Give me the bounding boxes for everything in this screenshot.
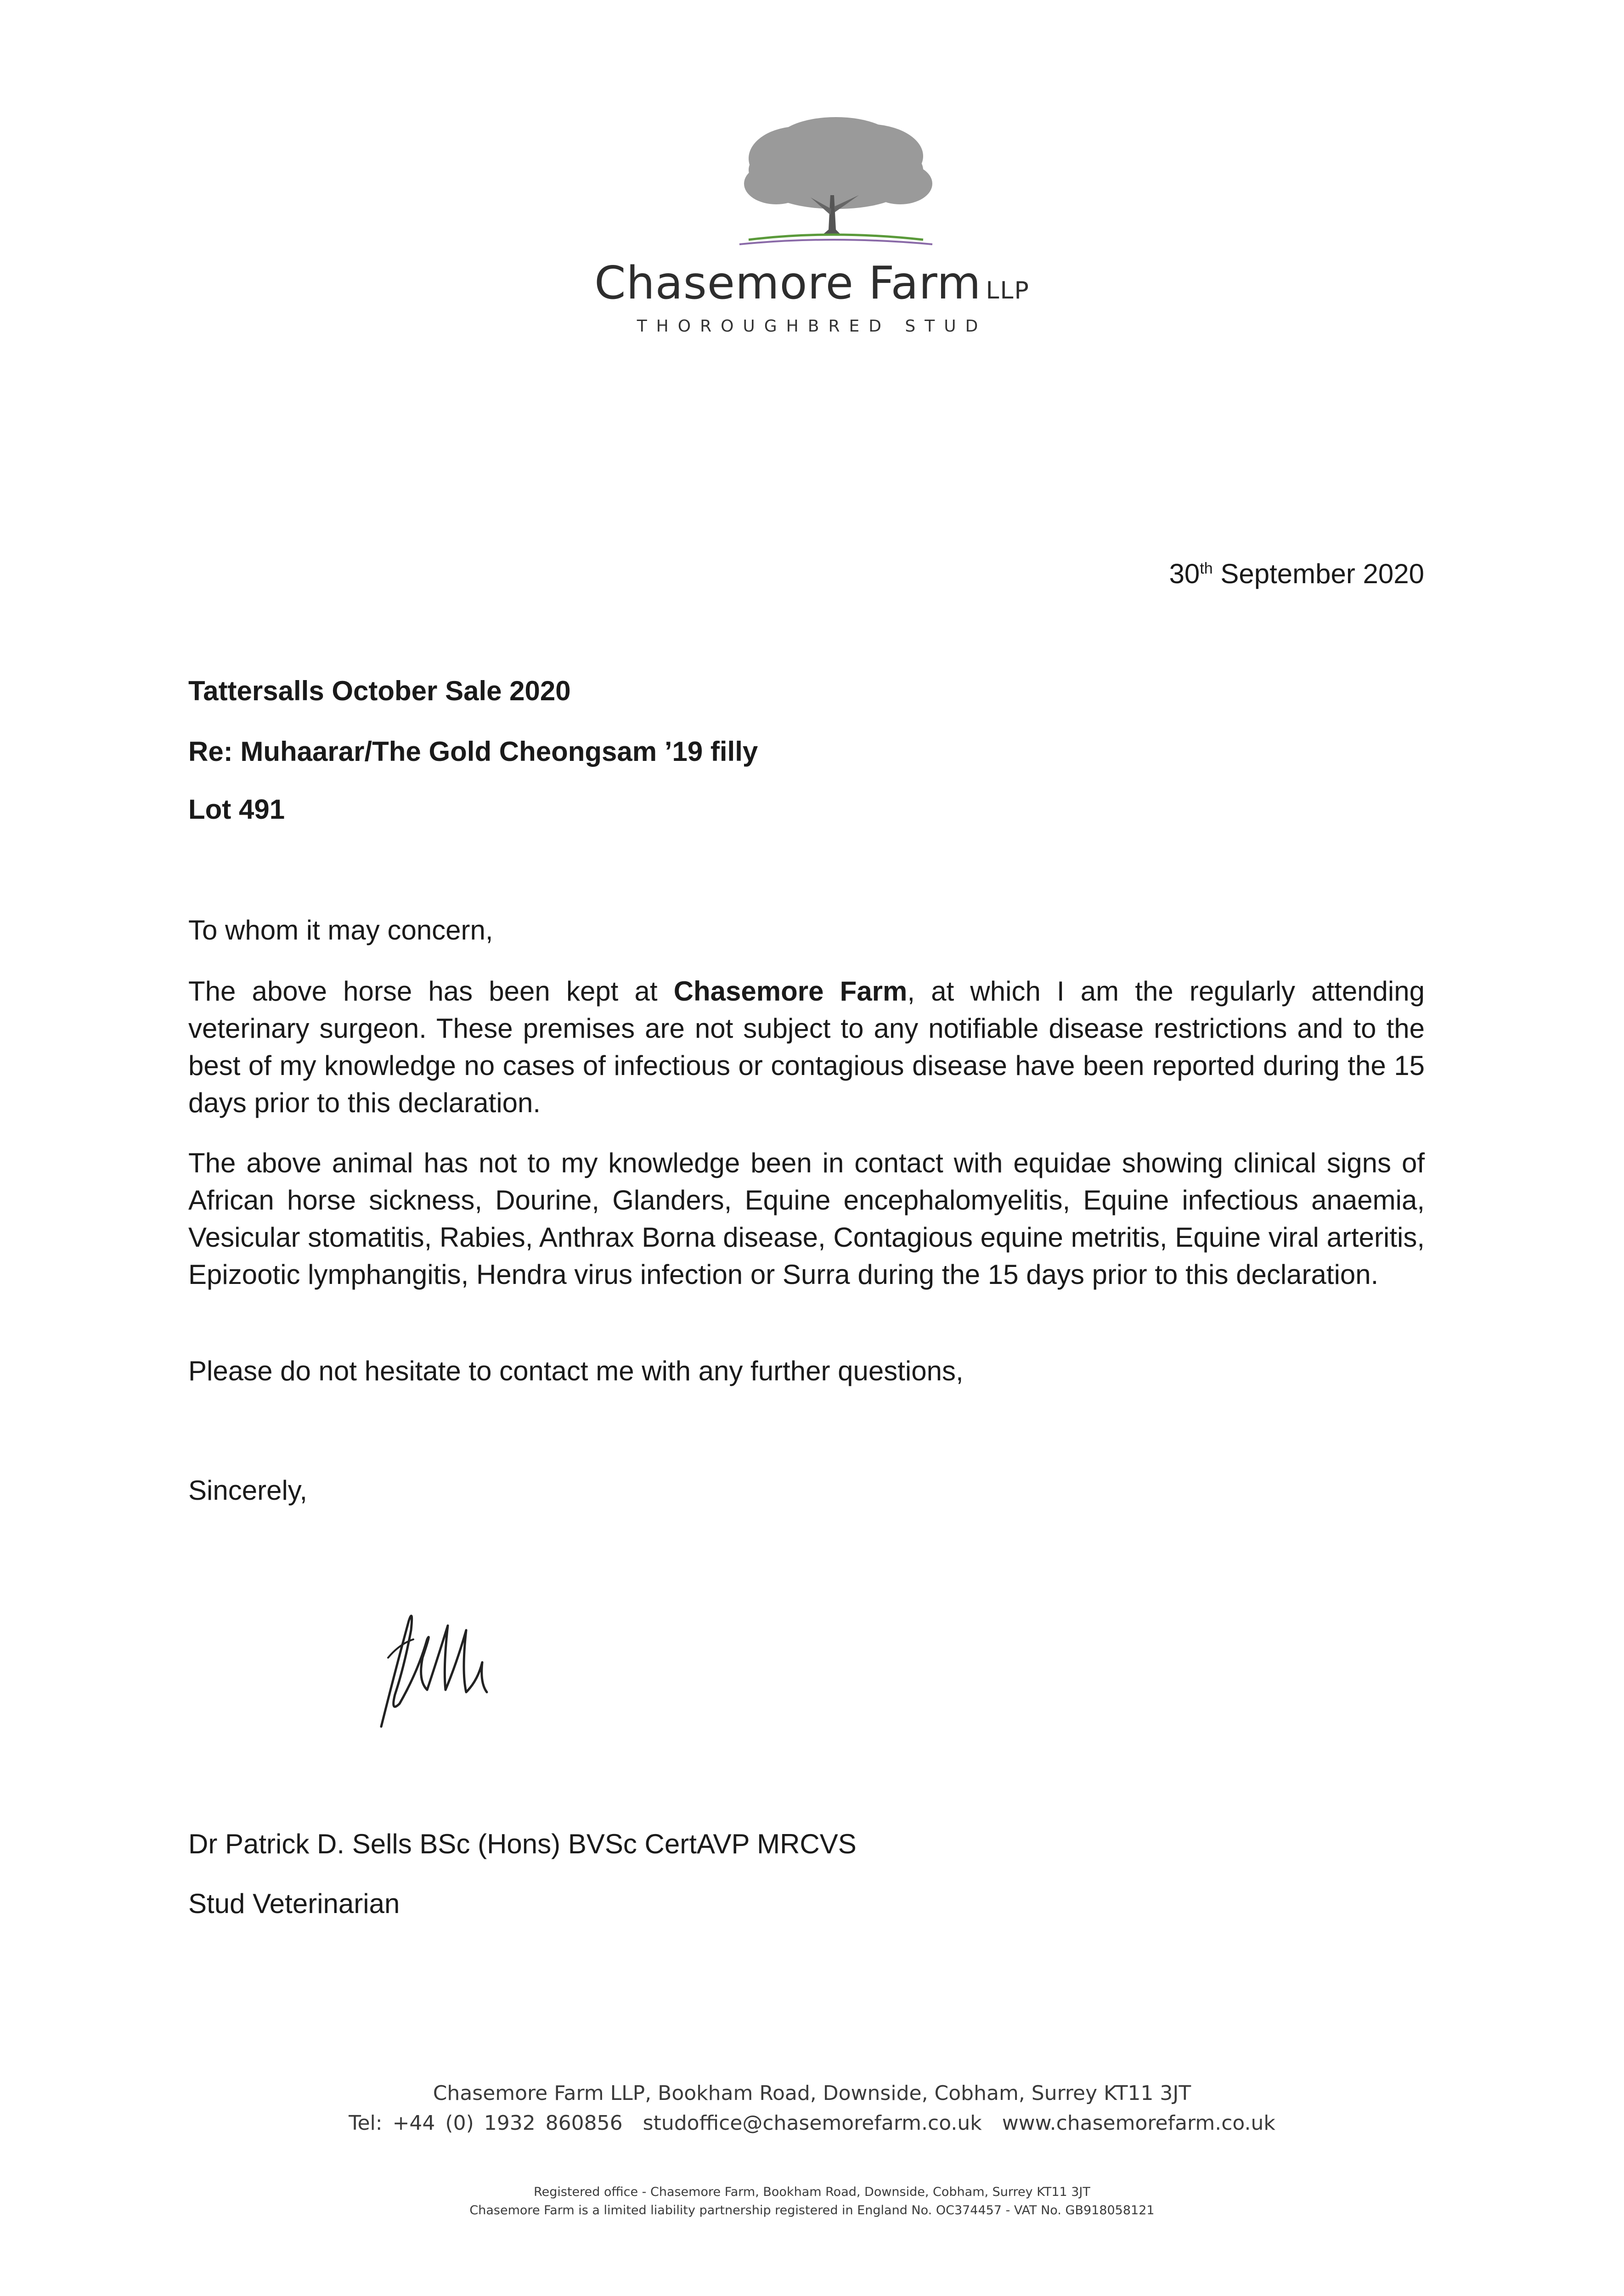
body-paragraph-3: Please do not hesitate to contact me with any further questions, bbox=[188, 1356, 964, 1386]
closing: Sincerely, bbox=[188, 1475, 307, 1506]
subject-heading: Re: Muhaarar/The Gold Cheongsam ’19 filly bbox=[188, 736, 758, 767]
footer-contact bbox=[0, 2111, 1624, 2135]
date-rest: September 2020 bbox=[1220, 558, 1424, 589]
lot-heading: Lot 491 bbox=[188, 794, 285, 825]
date-suffix: th bbox=[1200, 560, 1213, 577]
signer-name: Dr Patrick D. Sells BSc (Hons) BVSc CertAVP MRCVS bbox=[188, 1829, 857, 1859]
sale-heading: Tattersalls October Sale 2020 bbox=[188, 675, 571, 706]
footer-website[interactable]: www.chasemorefarm.co.uk bbox=[1002, 2111, 1275, 2135]
para1-after: , at which I am the regularly attending veterinary surgeon. These premises are not subject to any notifiable disease restrictions and to the best of my knowledge no cases of infectious or contagious disease have been reported during the 15 days prior to this declaration. bbox=[188, 976, 1425, 1118]
para1-before: The above horse has been kept at bbox=[188, 976, 674, 1007]
signer-title: Stud Veterinarian bbox=[188, 1888, 400, 1919]
footer-legal: Chasemore Farm is a limited liability partnership registered in England No. OC374457 - VAT No. GB918058121 bbox=[469, 2203, 1155, 2217]
letter-date bbox=[1169, 558, 1424, 590]
company-name bbox=[0, 257, 1624, 310]
tree-logo-icon bbox=[721, 115, 942, 266]
body-paragraph-1 bbox=[188, 973, 1425, 1121]
company-name-text: Chasemore Farm bbox=[594, 257, 981, 310]
para1-bold: Chasemore Farm bbox=[673, 976, 908, 1007]
company-suffix: LLP bbox=[986, 277, 1030, 304]
company-tagline: THOROUGHBRED STUD bbox=[637, 317, 987, 336]
footer-registered-office: Registered office - Chasemore Farm, Bookham Road, Downside, Cobham, Surrey KT11 3JT bbox=[534, 2185, 1090, 2199]
date-day: 30 bbox=[1169, 558, 1200, 589]
footer-email[interactable]: studoffice@chasemorefarm.co.uk bbox=[643, 2111, 982, 2135]
signature bbox=[367, 1603, 496, 1740]
footer-address: Chasemore Farm LLP, Bookham Road, Downside, Cobham, Surrey KT11 3JT bbox=[433, 2082, 1191, 2105]
footer-tel: Tel: +44 (0) 1932 860856 bbox=[349, 2111, 623, 2135]
body-paragraph-2: The above animal has not to my knowledge been in contact with equidae showing clinical signs of African horse sickness, Dourine, Glanders, Equine encephalomyelitis, Equine infectious anaemia, Vesicular stomatitis, Rabies, Anthrax Borna disease, Contagious equine metritis, Equine viral arteritis, Epizootic lymphangitis, Hendra virus infection or Surra during the 15 days prior to this declaration. bbox=[188, 1148, 1425, 1290]
salutation: To whom it may concern, bbox=[188, 915, 493, 945]
